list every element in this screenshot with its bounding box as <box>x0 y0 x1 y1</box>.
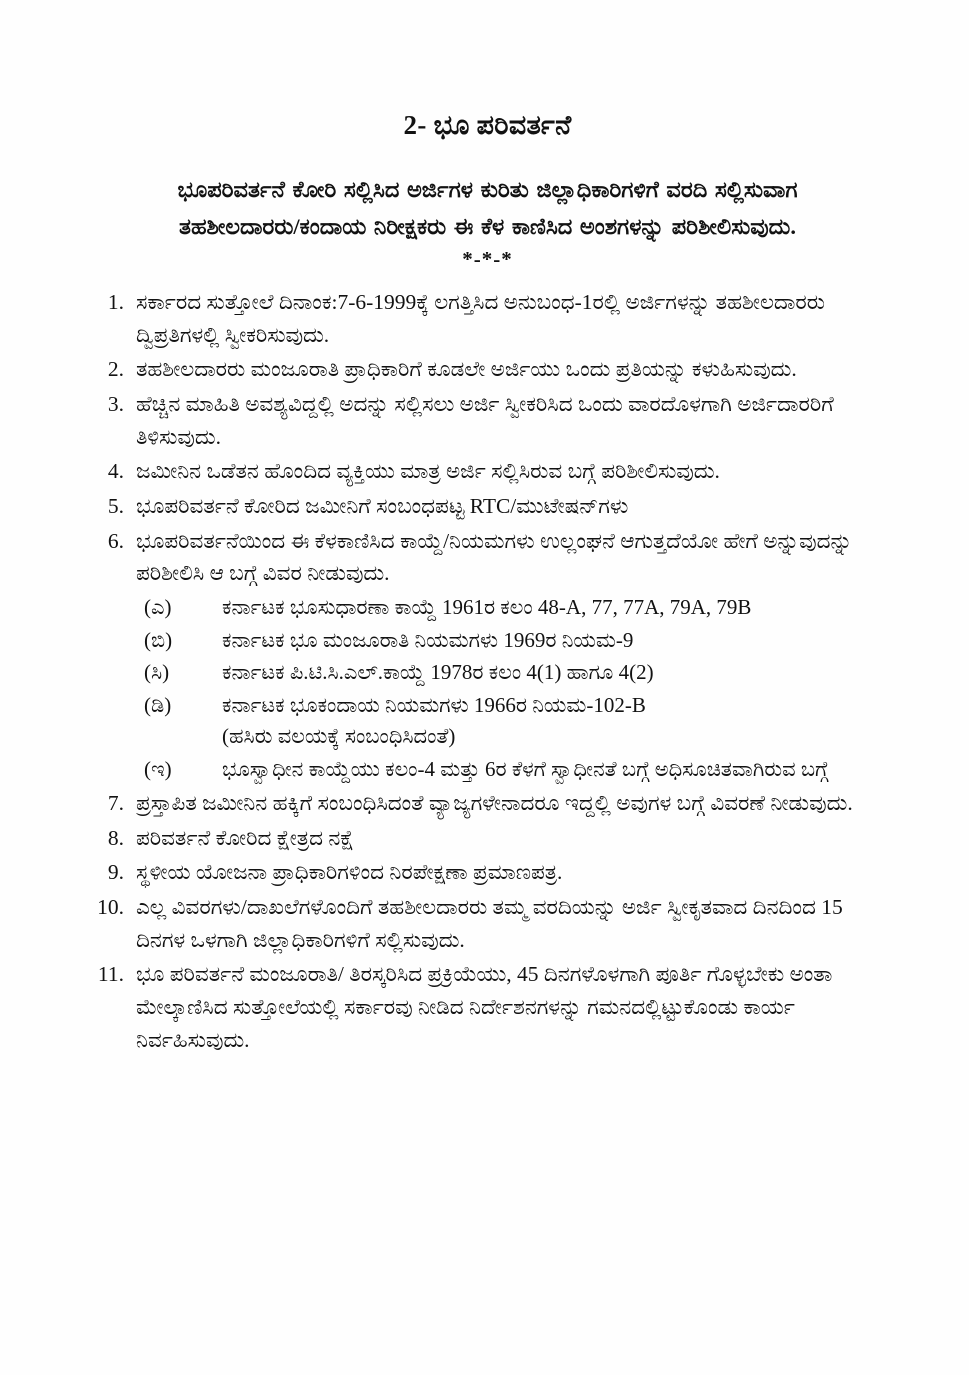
list-item-number: 6. <box>107 528 124 553</box>
list-item-text: ಎಲ್ಲ ವಿವರಗಳು/ದಾಖಲೆಗಳೊಂದಿಗೆ ತಹಶೀಲದಾರರು ತಮ್ಮ ವರದಿಯನ್ನು ಅರ್ಜಿ ಸ್ವೀಕೃತವಾದ ದಿನದಿಂದ 15 ದಿನಗಳ ಒಳಗಾಗಿ ಜಿಲ್ಲಾಧಿಕಾರಿಗಳಿಗೆ ಸಲ್ಲಿಸುವುದು. <box>136 895 843 952</box>
page-title: 2- ಭೂ ಪರಿವರ್ತನೆ <box>403 110 572 140</box>
sub-list-item-label: (ಬಿ) <box>144 627 173 652</box>
sub-list-item-text: ಭೂಸ್ವಾಧೀನ ಕಾಯ್ದೆಯು ಕಲಂ-4 ಮತ್ತು 6ರ ಕೆಳಗೆ ಸ್ವಾಧೀನತೆ ಬಗ್ಗೆ ಅಧಿಸೂಚಿತವಾಗಿರುವ ಬಗ್ಗೆ <box>222 756 829 781</box>
list-item-number: 3. <box>107 392 124 417</box>
list-item <box>78 787 897 820</box>
list-item-number: 4. <box>107 459 124 484</box>
list-item-text: ಹೆಚ್ಚಿನ ಮಾಹಿತಿ ಅವಶ್ಯವಿದ್ದಲ್ಲಿ ಅದನ್ನು ಸಲ್ಲಿಸಲು ಅರ್ಜಿ ಸ್ವೀಕರಿಸಿದ ಒಂದು ವಾರದೊಳಗಾಗಿ ಅರ್ಜಿದಾರರಿಗೆ ತಿಳಿಸುವುದು. <box>136 392 834 449</box>
sub-list-item <box>136 754 897 786</box>
sub-list-item-text: ಕರ್ನಾಟಕ ಭೂ ಮಂಜೂರಾತಿ ನಿಯಮಗಳು 1969ರ ನಿಯಮ-9 <box>222 627 634 652</box>
list-item-number: 2. <box>107 357 124 382</box>
list-item-number: 10. <box>97 895 124 920</box>
sub-list-item-text: ಕರ್ನಾಟಕ ಭೂಕಂದಾಯ ನಿಯಮಗಳು 1966ರ ನಿಯಮ-102-B <box>222 692 646 717</box>
list-item <box>78 525 897 785</box>
sub-list-item-label: (ಇ) <box>144 756 172 781</box>
list-item <box>78 286 897 351</box>
list-item <box>78 891 897 956</box>
list-item-text: ಸ್ಥಳೀಯ ಯೋಜನಾ ಪ್ರಾಧಿಕಾರಿಗಳಿಂದ ನಿರಪೇಕ್ಷಣಾ ಪ್ರಮಾಣಪತ್ರ. <box>136 860 563 885</box>
sub-list-item <box>136 625 897 657</box>
list-item-text: ಭೂಪರಿವರ್ತನೆ ಕೋರಿದ ಜಮೀನಿಗೆ ಸಂಬಂಧಪಟ್ಟ RTC/ಮುಟೇಷನ್‌ಗಳು <box>136 494 629 519</box>
sub-list-item-label: (ಸಿ) <box>144 660 170 685</box>
sub-list-item-label: (ಡಿ) <box>144 692 172 717</box>
list-item-text: ಭೂಪರಿವರ್ತನೆಯಿಂದ ಈ ಕೆಳಕಾಣಿಸಿದ ಕಾಯ್ದೆ/ನಿಯಮಗಳು ಉಲ್ಲಂಘನೆ ಆಗುತ್ತದೆಯೋ ಹೇಗೆ ಅನ್ನುವುದನ್ನು ಪರಿಶೀಲಿಸಿ ಆ ಬಗ್ಗೆ ವಿವರ ನೀಡುವುದು. <box>136 528 853 586</box>
list-item <box>78 958 897 1056</box>
list-item-number: 11. <box>97 962 124 987</box>
list-item-text: ಪ್ರಸ್ತಾಪಿತ ಜಮೀನಿನ ಹಕ್ಕಿಗೆ ಸಂಬಂಧಿಸಿದಂತೆ ವ್ಯಾಜ್ಯಗಳೇನಾದರೂ ಇದ್ದಲ್ಲಿ ಅವುಗಳ ಬಗ್ಗೆ ವಿವರಣೆ ನೀಡುವುದು. <box>136 791 853 816</box>
list-item-text: ಪರಿವರ್ತನೆ ಕೋರಿದ ಕ್ಷೇತ್ರದ ನಕ್ಷೆ <box>136 825 355 850</box>
list-item-text: ಭೂ ಪರಿವರ್ತನೆ ಮಂಜೂರಾತಿ/ ತಿರಸ್ಕರಿಸಿದ ಪ್ರಕ್ರಿಯೆಯು, 45 ದಿನಗಳೊಳಗಾಗಿ ಪೂರ್ತಿ ಗೊಳ್ಳಬೇಕು ಅಂತಾ ಮೇಲ್ಕಾಣಿಸಿದ ಸುತ್ತೋಲೆಯಲ್ಲಿ ಸರ್ಕಾರವು ನೀಡಿದ ನಿರ್ದೇಶನಗಳನ್ನು ಗಮನದಲ್ಲಿಟ್ಟುಕೊಂಡು ಕಾರ್ಯ ನಿರ್ವಹಿಸುವುದು. <box>136 962 833 1052</box>
list-item-number: 9. <box>107 860 124 885</box>
sub-list-item <box>136 657 897 689</box>
intro-line-1: ಭೂಪರಿವರ್ತನೆ ಕೋರಿ ಸಲ್ಲಿಸಿದ ಅರ್ಜಿಗಳ ಕುರಿತು ಜಿಲ್ಲಾಧಿಕಾರಿಗಳಿಗೆ ವರದಿ ಸಲ್ಲಿಸುವಾಗ <box>177 177 798 203</box>
list-item <box>78 490 897 523</box>
list-item <box>78 856 897 889</box>
list-item <box>78 455 897 488</box>
sub-list-item-text: ಕರ್ನಾಟಕ ಪಿ.ಟಿ.ಸಿ.ಎಲ್.ಕಾಯ್ದೆ 1978ರ ಕಲಂ 4(1) ಹಾಗೂ 4(2) <box>222 660 654 685</box>
sub-list-item <box>136 690 897 753</box>
sub-list-item-text: ಕರ್ನಾಟಕ ಭೂಸುಧಾರಣಾ ಕಾಯ್ದೆ 1961ರ ಕಲಂ 48-A, 77, 77A, 79A, 79B <box>222 595 752 620</box>
sub-clause-list <box>136 592 897 785</box>
list-item-number: 8. <box>107 825 124 850</box>
list-item <box>78 822 897 855</box>
list-item-number: 7. <box>107 791 124 816</box>
list-item-text: ಜಮೀನಿನ ಒಡೆತನ ಹೊಂದಿದ ವ್ಯಕ್ತಿಯು ಮಾತ್ರ ಅರ್ಜಿ ಸಲ್ಲಿಸಿರುವ ಬಗ್ಗೆ ಪರಿಶೀಲಿಸುವುದು. <box>136 459 720 484</box>
list-item <box>78 353 897 386</box>
list-item <box>78 388 897 453</box>
numbered-clause-list <box>78 286 897 1056</box>
list-item-text: ತಹಶೀಲದಾರರು ಮಂಜೂರಾತಿ ಪ್ರಾಧಿಕಾರಿಗೆ ಕೂಡಲೇ ಅರ್ಜಿಯು ಒಂದು ಪ್ರತಿಯನ್ನು ಕಳುಹಿಸುವುದು. <box>136 357 797 382</box>
list-item-number: 1. <box>107 290 124 315</box>
sub-list-item-note: (ಹಸಿರು ವಲಯಕ್ಕೆ ಸಂಬಂಧಿಸಿದಂತೆ) <box>222 724 456 749</box>
intro-line-2: ತಹಶೀಲದಾರರು/ಕಂದಾಯ ನಿರೀಕ್ಷಕರು ಈ ಕೆಳ ಕಾಣಿಸಿದ ಅಂಶಗಳನ್ನು ಪರಿಶೀಲಿಸುವುದು. <box>179 213 796 239</box>
list-item-text: ಸರ್ಕಾರದ ಸುತ್ತೋಲೆ ದಿನಾಂಕ:7-6-1999ಕ್ಕೆ ಲಗತ್ತಿಸಿದ ಅನುಬಂಧ-1ರಲ್ಲಿ ಅರ್ಜಿಗಳನ್ನು ತಹಶೀಲದಾರರು ದ್ವಿಪ್ರತಿಗಳಲ್ಲಿ ಸ್ವೀಕರಿಸುವುದು. <box>136 290 825 347</box>
list-item-number: 5. <box>107 494 124 519</box>
sub-list-item <box>136 592 897 624</box>
section-separator: *-*-* <box>462 246 513 271</box>
sub-list-item-label: (ಎ) <box>144 595 172 620</box>
